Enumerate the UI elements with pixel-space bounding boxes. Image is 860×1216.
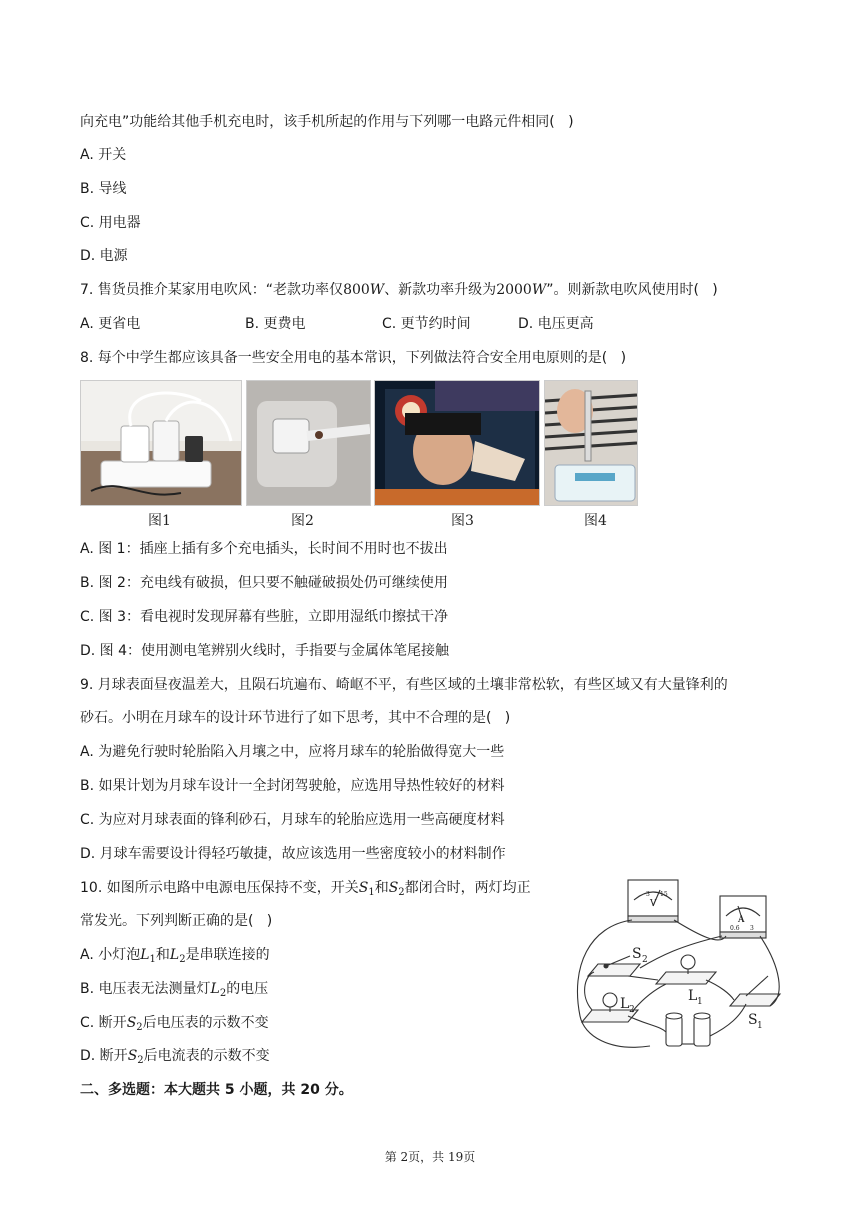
diagram-label-s2: S — [632, 946, 642, 962]
q8-option-b: B. 图 2：充电线有破损，但只要不触碰破损处仍可继续使用 — [80, 575, 448, 591]
voltmeter-scale-low: 3 — [646, 891, 650, 898]
figure-1-power-strip-photo — [80, 380, 242, 506]
figure-3-tv-screen-photo — [374, 380, 540, 506]
q10-option-c: C. 断开$S_2$后电压表的示数不变 — [80, 1015, 269, 1033]
q6-option-c: C. 用电器 — [80, 215, 141, 231]
ammeter-letter: A — [738, 915, 745, 925]
diagram-label-s2-sub: 2 — [642, 955, 648, 965]
figure-4-caption: 图4 — [584, 513, 607, 529]
q9-option-d: D. 月球车需要设计得轻巧敏捷，故应该选用一些密度较小的材料制作 — [80, 846, 506, 862]
q6-option-b: B. 导线 — [80, 181, 127, 197]
section-2-heading: 二、多选题：本大题共 5 小题，共 20 分。 — [80, 1082, 353, 1098]
q8-option-a: A. 图 1：插座上插有多个充电插头，长时间不用时也不拔出 — [80, 541, 448, 557]
diagram-label-s1: S — [748, 1012, 758, 1028]
diagram-label-l1-sub: 1 — [697, 997, 703, 1007]
diagram-label-s1-sub: 1 — [757, 1021, 763, 1031]
q8-option-c: C. 图 3：看电视时发现屏幕有些脏，立即用湿纸巾擦拭干净 — [80, 609, 449, 625]
figure-1-caption: 图1 — [148, 513, 171, 529]
q10-option-b: B. 电压表无法测量灯$L_2$的电压 — [80, 981, 269, 999]
q7-option-a: A. 更省电 — [80, 316, 141, 332]
figure-2-damaged-cable-photo — [246, 380, 371, 506]
figure-2-caption: 图2 — [291, 513, 314, 529]
figure-3-caption: 图3 — [451, 513, 474, 529]
ammeter-scale-high: 3 — [750, 925, 754, 932]
q10-stem-line-1: 10. 如图所示电路中电源电压保持不变，开关$S_1$和$S_2$都闭合时，两灯均正 — [80, 880, 531, 898]
q9-stem-line-2: 砂石。小明在月球车的设计环节进行了如下思考，其中不合理的是( ) — [80, 710, 511, 726]
page-footer: 第 2页，共 19页 — [384, 1150, 476, 1164]
q7-option-c: C. 更节约时间 — [382, 316, 471, 332]
voltmeter-scale-high: 15 — [660, 891, 668, 898]
q9-option-a: A. 为避免行驶时轮胎陷入月壤之中，应将月球车的轮胎做得宽大一些 — [80, 744, 505, 760]
q10-circuit-diagram — [570, 876, 786, 1056]
q9-stem-line-1: 9. 月球表面昼夜温差大，且陨石坑遍布、崎岖不平，有些区域的土壤非常松软，有些区域又有大量锋利的 — [80, 677, 728, 693]
diagram-label-l1: L — [688, 988, 698, 1004]
voltmeter-letter: V — [650, 899, 657, 909]
q8-stem: 8. 每个中学生都应该具备一些安全用电的基本常识，下列做法符合安全用电原则的是( ) — [80, 350, 627, 366]
q6-option-a: A. 开关 — [80, 147, 127, 163]
diagram-label-l2-sub: 2 — [629, 1005, 635, 1015]
q10-stem-line-2: 常发光。下列判断正确的是( ) — [80, 913, 273, 929]
q9-option-c: C. 为应对月球表面的锋利砂石，月球车的轮胎应选用一些高硬度材料 — [80, 812, 505, 828]
q9-option-b: B. 如果计划为月球车设计一全封闭驾驶舱，应选用导热性较好的材料 — [80, 778, 505, 794]
q6-option-d: D. 电源 — [80, 248, 128, 264]
figure-4-test-pen-photo — [544, 380, 638, 506]
q10-option-a: A. 小灯泡$L_1$和$L_2$是串联连接的 — [80, 947, 270, 965]
q7-option-b: B. 更费电 — [245, 316, 306, 332]
q8-option-d: D. 图 4：使用测电笔辨别火线时，手指要与金属体笔尾接触 — [80, 643, 450, 659]
q7-option-d: D. 电压更高 — [518, 316, 594, 332]
q10-option-d: D. 断开$S_2$后电流表的示数不变 — [80, 1048, 270, 1066]
q7-stem: 7. 售货员推介某家用电吹风：“老款功率仅800W、新款功率升级为2000W”。则新款电吹风使用时( ) — [80, 282, 718, 298]
ammeter-scale-low: 0.6 — [730, 925, 740, 932]
q6-stem-tail: 向充电”功能给其他手机充电时，该手机所起的作用与下列哪一电路元件相同( ) — [80, 114, 574, 130]
diagram-label-l2: L — [620, 996, 630, 1012]
